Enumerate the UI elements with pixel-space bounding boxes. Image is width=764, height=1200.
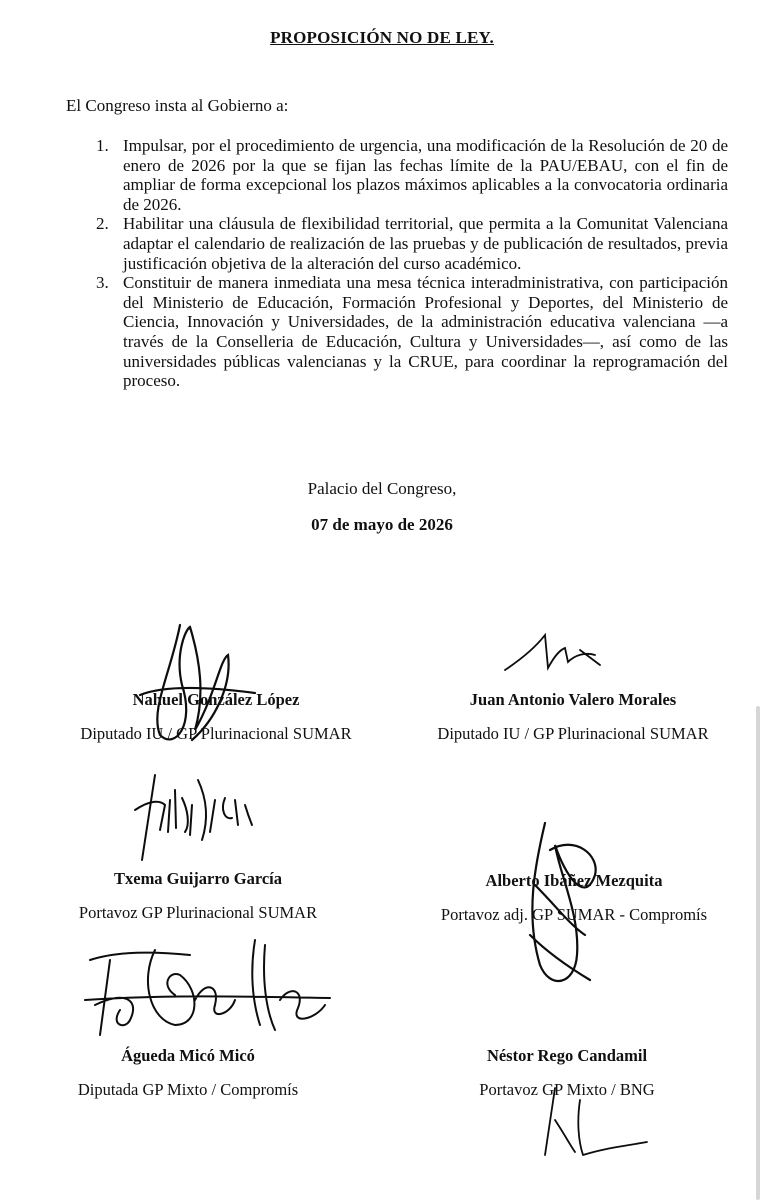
signatory-role: Diputado IU / GP Plurinacional SUMAR <box>437 724 709 743</box>
item-number: 2. <box>96 214 109 234</box>
signatory-role: Diputada GP Mixto / Compromís <box>77 1080 299 1099</box>
signature-block-ibanez <box>404 871 744 925</box>
signature-scribble-mico <box>80 930 340 1050</box>
signatory-name: Néstor Rego Candamil <box>486 1046 648 1065</box>
item-number: 1. <box>96 136 109 155</box>
item-text: Constituir de manera inmediata una mesa técnica interadministrativa, con participación del Ministerio de Educación, Formación Profesional y Deportes, del Ministerio de Ciencia, Innovación y Universidades, de la administración educativa valenciana —a través de la Conselleria de Educación, Cultura y Universidades—, así como de las universidades públicas valencianas y la CRUE, para coordinar la reprogramación del proceso. <box>123 273 728 391</box>
signatory-name: Nahuel González López <box>132 690 300 709</box>
signature-block-mico <box>18 1046 358 1100</box>
item-number: 3. <box>96 273 109 293</box>
scrollbar-thumb[interactable] <box>756 706 760 1200</box>
item-text: Impulsar, por el procedimiento de urgencia, una modificación de la Resolución de 20 de enero de 2026 por la que se fijan las fechas límite de la PAU/EBAU, con el fin de ampliar de forma excepcional los plazos máximos aplicables a la convocatoria ordinaria de 2026. <box>123 136 728 214</box>
list-item <box>96 136 728 214</box>
document-title: PROPOSICIÓN NO DE LEY. <box>270 28 494 47</box>
intro-text: El Congreso insta al Gobierno a: <box>66 96 289 115</box>
signature-scribble-valero <box>500 630 610 680</box>
signature-scribble-guijarro <box>120 770 270 870</box>
signature-block-gonzalez <box>46 690 386 744</box>
signatory-role: Portavoz GP Plurinacional SUMAR <box>78 903 318 922</box>
place-line: Palacio del Congreso, <box>307 479 457 498</box>
signature-block-rego <box>397 1046 737 1100</box>
signatory-role: Portavoz GP Mixto / BNG <box>479 1080 655 1099</box>
signatory-name: Juan Antonio Valero Morales <box>469 690 677 709</box>
signatory-role: Diputado IU / GP Plurinacional SUMAR <box>80 724 352 743</box>
list-item <box>96 214 728 273</box>
signatory-name: Águeda Micó Micó <box>121 1046 255 1065</box>
signatory-role: Portavoz adj. GP SUMAR - Compromís <box>440 905 708 924</box>
item-text: Habilitar una cláusula de flexibilidad territorial, que permita a la Comunitat Valenciana adaptar el calendario de realización de las pruebas y de publicación de resultados, previa justificación objetiva de la alteración del curso académico. <box>123 214 728 273</box>
signature-block-valero <box>403 690 743 744</box>
motion-items-list <box>96 136 728 391</box>
signatory-name: Txema Guijarro García <box>113 869 283 888</box>
signature-block-guijarro <box>28 869 368 923</box>
date-line: 07 de mayo de 2026 <box>311 515 453 534</box>
list-item <box>96 273 728 391</box>
signatory-name: Alberto Ibáñez Mezquita <box>485 871 663 890</box>
